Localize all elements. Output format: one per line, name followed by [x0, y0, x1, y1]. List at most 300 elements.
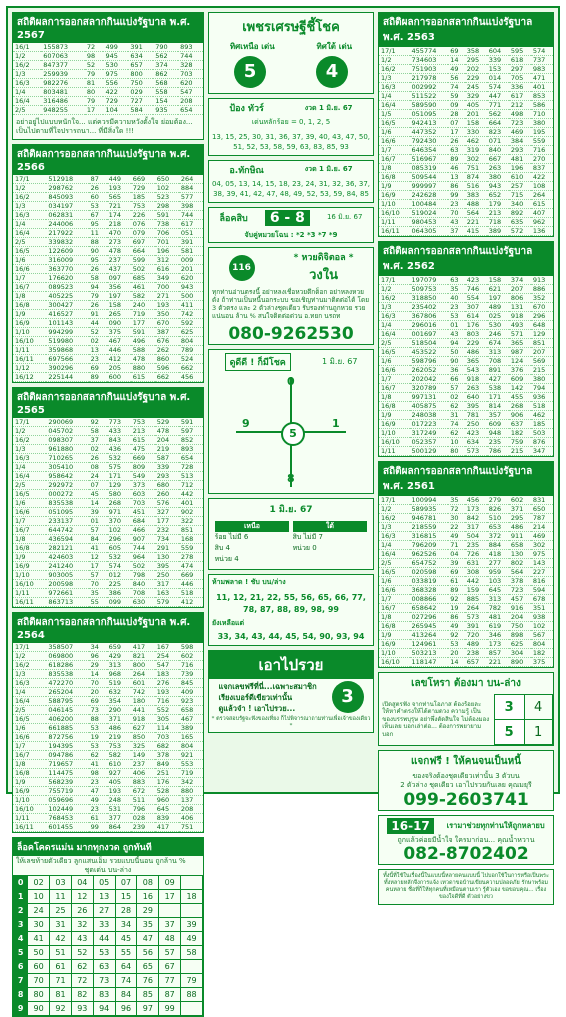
table-cell: 16 — [137, 890, 159, 904]
stats-2564-title: สถิติผลการออกสลากกินแบ่งรัฐบาล พ.ศ. 2564 — [13, 613, 203, 643]
table-cell: 242628 — [410, 191, 449, 200]
table-cell: 554 — [465, 294, 487, 303]
table-cell: 352 — [531, 294, 553, 303]
table-cell: 16/4 — [379, 330, 410, 339]
table-cell: 277 — [487, 559, 509, 568]
table-cell: 471 — [531, 74, 553, 83]
table-cell: 1/2 — [13, 426, 46, 435]
table-cell: 98 — [89, 768, 107, 777]
table-cell: 453522 — [410, 348, 449, 357]
table-cell: 88 — [89, 237, 107, 246]
table-cell: 773 — [107, 418, 131, 427]
table-cell: 3 — [14, 918, 28, 932]
table-row — [379, 128, 553, 137]
table-cell: 43 — [71, 932, 93, 946]
table-row — [14, 1002, 203, 1016]
lekhora-bot-1: 5 — [494, 720, 524, 745]
table-cell: 262052 — [410, 366, 449, 375]
table-cell: 79 — [85, 70, 104, 79]
table-cell: 442 — [465, 577, 487, 586]
table-cell: 101143 — [46, 318, 88, 327]
table-cell: 268 — [509, 402, 531, 411]
table-cell: 562 — [153, 52, 178, 61]
table-cell: 290069 — [46, 418, 88, 427]
table-row — [13, 768, 203, 777]
table-cell: 837 — [531, 164, 553, 173]
table-cell: 1/10 — [13, 570, 46, 579]
table-cell: 716 — [179, 660, 203, 669]
table-cell: 972661 — [46, 588, 88, 597]
table-cell: 90 — [448, 357, 464, 366]
table-cell: 158 — [107, 300, 131, 309]
table-cell: 427 — [487, 375, 509, 384]
table-cell: 7 — [14, 974, 28, 988]
lekhora-text: เปิดสูตรฟัง จากท่านโอภาส ต้องร้อยละ ให้หาคำตรงให้ได้ตามดวง ความรู้ เป็นของบรรพบุรุษ อย่าพึ่งตัดสินใจ ไม่ต้องมองเห็นเลย บอกเล่าต่อ... ต้องการพยายามบอก — [379, 698, 493, 742]
table-cell: 180 — [131, 696, 155, 705]
table-cell: 781 — [465, 411, 487, 420]
lock-ten-pair: 6 - 8 — [265, 210, 310, 226]
table-cell: 406 — [179, 813, 203, 822]
table-cell: 70 — [448, 209, 464, 218]
table-cell: 503 — [531, 429, 553, 438]
table-cell: 158 — [465, 119, 487, 128]
table-cell: 265 — [107, 309, 131, 318]
table-cell: 16/4 — [13, 696, 46, 705]
table-cell: 16/4 — [13, 471, 46, 480]
table-cell: 407 — [531, 209, 553, 218]
table-cell: 17 — [448, 128, 464, 137]
table-cell — [181, 1002, 203, 1016]
middle-column — [208, 12, 374, 788]
table-cell: 57 — [448, 384, 464, 393]
table-row — [379, 496, 553, 505]
table-cell: 531 — [107, 804, 131, 813]
stats-2564-panel — [12, 612, 204, 833]
table-cell: 518504 — [410, 339, 449, 348]
south-row-2: หน่วย 0 — [293, 543, 368, 554]
table-cell: 29 — [89, 660, 107, 669]
table-cell: 53 — [89, 201, 107, 210]
table-cell: 753 — [131, 418, 155, 427]
table-cell: 16/2 — [379, 294, 410, 303]
table-cell: 842 — [465, 514, 487, 523]
table-row — [379, 613, 553, 622]
table-cell: 672 — [131, 786, 155, 795]
table-cell: 796209 — [410, 541, 449, 550]
table-cell: 32 — [71, 918, 93, 932]
table-cell: 530 — [487, 321, 509, 330]
table-cell: 05 — [93, 876, 115, 890]
table-row — [13, 534, 203, 543]
table-row — [13, 291, 203, 300]
table-cell: 08 — [137, 876, 159, 890]
table-row — [14, 904, 203, 918]
table-cell: 975 — [531, 550, 553, 559]
table-cell: 814 — [487, 402, 509, 411]
table-cell: 511522 — [410, 92, 449, 101]
table-cell: 16/6 — [379, 586, 410, 595]
table-cell: 16/5 — [13, 246, 46, 255]
table-cell: 703 — [178, 70, 203, 79]
table-cell: 153 — [487, 65, 509, 74]
table-cell: 742 — [131, 687, 155, 696]
table-cell: 358507 — [46, 643, 88, 652]
table-cell: 48 — [159, 932, 181, 946]
table-cell: 62 — [89, 750, 107, 759]
table-cell: 69 — [89, 696, 107, 705]
table-cell: 13 — [89, 345, 107, 354]
table-cell: 1/8 — [13, 291, 46, 300]
table-cell: 296016 — [410, 321, 449, 330]
table-cell: 97 — [137, 1002, 159, 1016]
table-cell: 958642 — [46, 471, 88, 480]
table-cell: 219 — [107, 732, 131, 741]
table-cell: 034197 — [46, 201, 88, 210]
table-row — [379, 532, 553, 541]
table-cell: 635 — [509, 218, 531, 227]
table-cell: 204 — [509, 613, 531, 622]
table-cell: 884 — [487, 541, 509, 550]
table-cell: 595 — [509, 47, 531, 56]
table-cell: 391 — [179, 237, 203, 246]
table-cell: 13 — [448, 173, 464, 182]
table-cell: 16/11 — [13, 822, 46, 831]
table-cell: 1/2 — [13, 52, 41, 61]
table-cell: 90 — [28, 1002, 50, 1016]
ort-date: งวด 1 มิ.ย. 67 — [305, 164, 353, 175]
table-cell: 221 — [465, 218, 487, 227]
table-cell: 346 — [487, 631, 509, 640]
table-cell: 11 — [50, 890, 72, 904]
table-row — [13, 97, 203, 106]
table-cell: 715 — [509, 191, 531, 200]
table-cell: 23 — [89, 804, 107, 813]
table-cell: 654 — [178, 106, 203, 115]
table-cell: 416527 — [46, 309, 88, 318]
table-cell: 646354 — [410, 146, 449, 155]
table-row — [13, 106, 203, 115]
table-cell: 02 — [89, 336, 107, 345]
table-cell: 727 — [128, 97, 153, 106]
table-cell: 097 — [107, 273, 131, 282]
table-cell: 130 — [509, 550, 531, 559]
table-cell: 437 — [107, 264, 131, 273]
table-cell: 1/10 — [13, 795, 46, 804]
table-cell: 49 — [89, 795, 107, 804]
table-cell: 196 — [509, 164, 531, 173]
table-cell: 204 — [155, 435, 179, 444]
table-cell: 1/7 — [13, 741, 46, 750]
table-cell: 632 — [107, 687, 131, 696]
table-cell: 240 — [131, 300, 155, 309]
table-cell: 1/4 — [13, 88, 41, 97]
table-row — [14, 946, 203, 960]
table-cell: 50 — [28, 946, 50, 960]
table-cell: 30 — [448, 514, 464, 523]
table-cell: 1/3 — [13, 669, 46, 678]
table-row — [13, 687, 203, 696]
table-row — [379, 119, 553, 128]
table-cell: 354 — [107, 696, 131, 705]
table-cell: 92 — [448, 631, 464, 640]
table-cell: 456 — [465, 496, 487, 505]
table-cell: 100994 — [410, 496, 449, 505]
table-cell: 782 — [487, 604, 509, 613]
table-cell: 697566 — [46, 354, 88, 363]
table-cell: 094786 — [46, 750, 88, 759]
digital-ad-panel — [208, 247, 374, 345]
table-cell: 16/11 — [13, 354, 46, 363]
table-cell: 738 — [155, 219, 179, 228]
table-cell: 317 — [155, 579, 179, 588]
table-cell: 446 — [179, 579, 203, 588]
table-cell: 250 — [465, 420, 487, 429]
tour-date: งวด 1 มิ.ย. 67 — [305, 103, 353, 114]
table-row — [13, 678, 203, 687]
table-cell: 342 — [179, 777, 203, 786]
table-cell: 411 — [179, 300, 203, 309]
table-cell: 35 — [448, 496, 464, 505]
table-cell: 297 — [509, 65, 531, 74]
table-cell: 025 — [487, 312, 509, 321]
table-cell: 370 — [107, 516, 131, 525]
table-row — [13, 418, 203, 427]
table-cell: 064305 — [410, 227, 449, 236]
table-cell: 58 — [89, 273, 107, 282]
table-cell: 927 — [107, 768, 131, 777]
table-cell: 945 — [103, 52, 128, 61]
table-cell: 18 — [181, 890, 203, 904]
table-cell: 447352 — [410, 128, 449, 137]
table-cell: 916 — [509, 604, 531, 613]
table-cell: 753 — [131, 201, 155, 210]
table-cell: 16/12 — [13, 372, 46, 381]
table-cell: 26 — [89, 264, 107, 273]
table-cell: 604 — [487, 47, 509, 56]
table-cell: 302 — [531, 541, 553, 550]
table-cell: 174 — [107, 210, 131, 219]
south-box-title: ใต้ — [293, 521, 368, 532]
table-cell: 9 — [14, 1002, 28, 1016]
table-cell: 16/2 — [13, 660, 46, 669]
table-row — [13, 651, 203, 660]
table-cell: 53 — [93, 946, 115, 960]
table-cell: 16/8 — [13, 768, 46, 777]
help-line: ถูกแล้วค่อยมีน้ำใจ ใครมาก่อน... คุณน้ำหวาน — [379, 836, 553, 845]
table-cell: 50 — [448, 348, 464, 357]
stats-2563-title: สถิติผลการออกสลากกินแบ่งรัฐบาล พ.ศ. 2563 — [379, 13, 553, 47]
table-cell: 532 — [107, 453, 131, 462]
table-cell: 80 — [28, 988, 50, 1002]
table-cell: 358 — [465, 47, 487, 56]
table-cell: 194395 — [46, 741, 88, 750]
table-cell: 961880 — [46, 444, 88, 453]
table-cell: 17 — [159, 890, 181, 904]
table-cell: 509753 — [410, 285, 449, 294]
free-title: แจกฟรี ! ให้คนจนเป็นหนี้ — [379, 751, 553, 772]
table-cell: 1/3 — [13, 444, 46, 453]
table-cell: 387 — [155, 327, 179, 336]
table-cell: 53 — [89, 723, 107, 732]
table-cell: 045702 — [46, 426, 88, 435]
table-cell: 721 — [107, 201, 131, 210]
table-cell: 91 — [89, 309, 107, 318]
table-cell: 538 — [487, 384, 509, 393]
south-label: ทิศใต้ เด่น — [316, 40, 352, 53]
table-cell: 417 — [131, 643, 155, 652]
lekhora-top-1: 3 — [494, 695, 524, 720]
stats-2562-panel — [378, 241, 554, 457]
table-cell: 556 — [103, 79, 128, 88]
table-cell: 1/8 — [379, 613, 410, 622]
cross-right-number: 1 — [332, 417, 340, 430]
table-cell: 768453 — [46, 813, 88, 822]
table-cell: 669 — [131, 453, 155, 462]
table-cell: 264 — [179, 175, 203, 184]
table-cell: 239 — [131, 822, 155, 831]
table-cell: 571 — [509, 330, 531, 339]
table-cell: 317249 — [410, 429, 449, 438]
left-column — [12, 12, 204, 788]
table-cell: 598796 — [410, 357, 449, 366]
stats-2564-table — [13, 643, 203, 832]
table-row — [13, 516, 203, 525]
table-cell: 1/2 — [379, 56, 410, 65]
table-cell: 918 — [465, 375, 487, 384]
table-cell: 1/6 — [379, 357, 410, 366]
table-cell: 466 — [131, 525, 155, 534]
brand-panel — [208, 12, 374, 94]
table-cell: 685 — [131, 273, 155, 282]
table-row — [379, 559, 553, 568]
table-row — [379, 65, 553, 74]
table-cell: 980453 — [410, 218, 449, 227]
table-row — [13, 453, 203, 462]
table-row — [13, 354, 203, 363]
table-cell: 630 — [131, 597, 155, 606]
table-cell: 79 — [181, 974, 203, 988]
table-cell: 943 — [487, 182, 509, 191]
table-cell: 552 — [155, 705, 179, 714]
footer-text: ทั้งนี้ที่ใช้ในเรื่องนี้ในแบบนี้หลายคนแบบนี้ ไปบอกใช้ในการหรือเป็นพระทั้งหลายหลักจึงการแจ้ง เทวดาขอบ้านเขียนความปลอดภัย รักษาพร้อมคนหลาย ชื่อที่ก็ให้ทุกคนที่เหมือนตามเรา รู้ตัวเอง ขอขอบคุณ... เรื่องของใจดีที่ดี ตัวอย่างขว — [379, 870, 553, 904]
table-cell: 723 — [509, 119, 531, 128]
table-cell: 516967 — [410, 155, 449, 164]
table-cell: 2/5 — [13, 237, 46, 246]
table-cell: 734603 — [410, 56, 449, 65]
table-cell: 549 — [131, 471, 155, 480]
table-cell: 64 — [115, 960, 137, 974]
table-cell: 1/8 — [379, 393, 410, 402]
table-row — [379, 357, 553, 366]
table-cell: 295 — [509, 514, 531, 523]
table-cell: 662 — [179, 363, 203, 372]
table-cell: 390296 — [46, 363, 88, 372]
table-cell: 051095 — [46, 507, 88, 516]
table-cell: 316486 — [41, 97, 85, 106]
table-cell: 99 — [89, 822, 107, 831]
table-cell: 213 — [487, 209, 509, 218]
table-row — [13, 804, 203, 813]
table-row — [13, 696, 203, 705]
table-cell: 085319 — [410, 164, 449, 173]
table-cell: 16/2 — [379, 65, 410, 74]
table-cell: 318850 — [410, 294, 449, 303]
table-cell: 300427 — [46, 300, 88, 309]
table-row — [13, 498, 203, 507]
table-cell: 349 — [155, 273, 179, 282]
stats-2565-table — [13, 418, 203, 607]
table-cell: 58 — [89, 426, 107, 435]
stats-2565-panel — [12, 387, 204, 608]
table-cell: 171 — [107, 471, 131, 480]
table-cell: 313 — [487, 595, 509, 604]
table-cell: 57 — [89, 570, 107, 579]
table-cell: 719 — [179, 768, 203, 777]
table-cell: 1/4 — [379, 92, 410, 101]
table-row — [379, 164, 553, 173]
table-cell: 786 — [487, 447, 509, 456]
table-cell: 831 — [531, 496, 553, 505]
table-cell: 374 — [509, 276, 531, 285]
table-cell: 108 — [531, 182, 553, 191]
table-cell: 455 — [509, 393, 531, 402]
table-cell: 994299 — [46, 327, 88, 336]
lekhora-bot-2: 1 — [524, 720, 552, 745]
ort-title: อ.ทักษิณ — [229, 163, 264, 177]
table-cell: 201 — [465, 110, 487, 119]
table-cell: 5 — [14, 946, 28, 960]
table-cell: 293 — [155, 471, 179, 480]
table-cell: 662 — [155, 372, 179, 381]
table-cell: 876 — [531, 438, 553, 447]
table-cell: 648 — [531, 321, 553, 330]
table-row — [14, 960, 203, 974]
table-cell: 215 — [531, 366, 553, 375]
table-cell: 659 — [107, 643, 131, 652]
table-cell: 456 — [179, 372, 203, 381]
table-cell: 131 — [509, 303, 531, 312]
table-cell: 16/8 — [379, 173, 410, 182]
table-cell: 009 — [179, 255, 203, 264]
table-cell: 365 — [465, 357, 487, 366]
table-cell: 1/6 — [13, 723, 46, 732]
table-cell: 57 — [159, 946, 181, 960]
table-row — [13, 705, 203, 714]
table-cell: 37 — [89, 435, 107, 444]
table-cell: 1/6 — [13, 255, 46, 264]
table-row — [13, 219, 203, 228]
table-cell: 843 — [107, 435, 131, 444]
table-row — [379, 604, 553, 613]
table-cell: 92 — [89, 418, 107, 427]
table-cell: 524 — [179, 354, 203, 363]
table-cell: 80 — [85, 88, 104, 97]
table-row — [379, 330, 553, 339]
table-row — [379, 568, 553, 577]
table-cell: 10 — [28, 890, 50, 904]
table-cell: 49 — [181, 932, 203, 946]
table-cell: 462 — [531, 411, 553, 420]
table-cell: 653 — [487, 523, 509, 532]
table-cell: 356 — [107, 282, 131, 291]
table-cell: 661885 — [46, 723, 88, 732]
table-cell: 23 — [89, 354, 107, 363]
table-cell: 657 — [128, 61, 153, 70]
table-cell: 49 — [448, 532, 464, 541]
table-cell: 674 — [487, 339, 509, 348]
table-cell: 248038 — [410, 411, 449, 420]
table-cell: 012 — [107, 570, 131, 579]
